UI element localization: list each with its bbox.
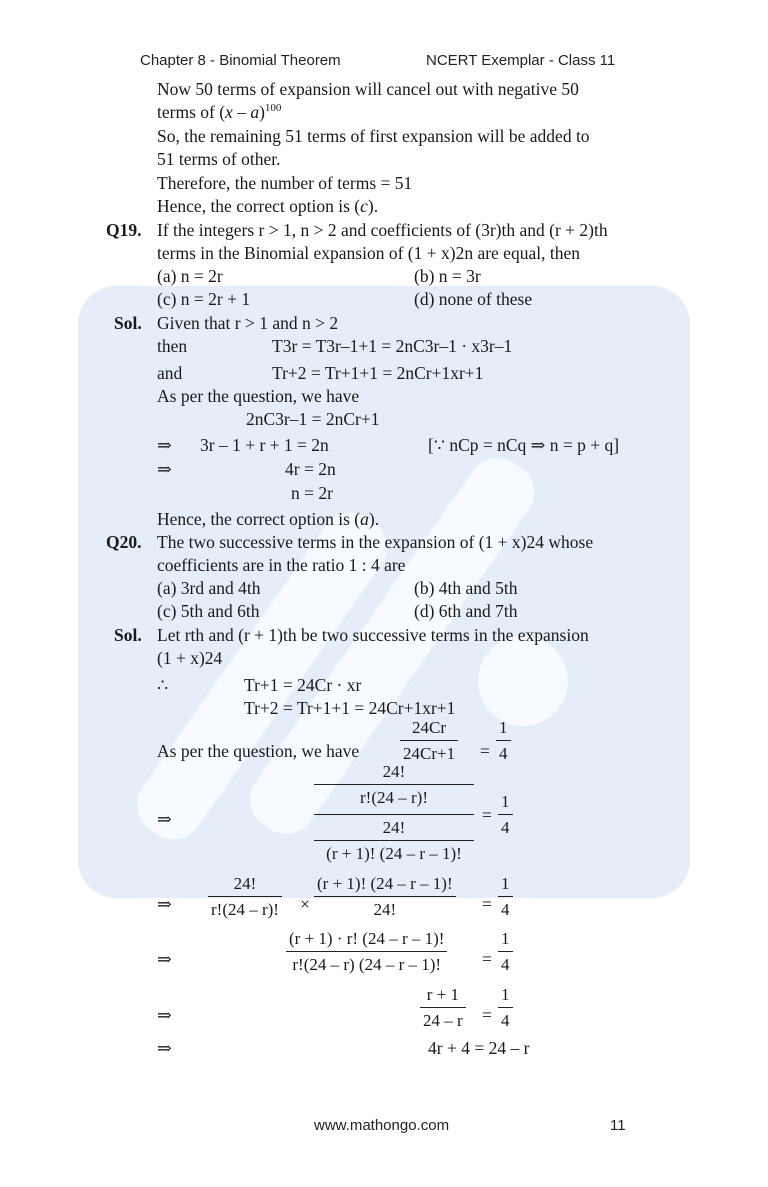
fraction: $\frac{1}{4}$ — [498, 985, 513, 1031]
equals-sign: = — [482, 894, 492, 914]
text-line: terms of (x – a)$^{100}$ — [157, 102, 282, 122]
implies-arrow: ⇒ — [157, 459, 172, 479]
fraction: $\frac{1}{4}$ — [498, 929, 513, 975]
option-b: (b) 4th and 5th — [414, 578, 518, 598]
equals-sign: = — [482, 805, 492, 825]
fraction: $\frac{r + 1}{24 - r}$ — [420, 985, 466, 1031]
equation: Tr+2 = Tr+1+1 = 24Cr+1xr+1 — [244, 698, 456, 718]
book-title: NCERT Exemplar - Class 11 — [426, 52, 616, 69]
fraction: $\frac{24!}{r!(24 - r)!}$ — [208, 874, 282, 920]
option-c: (c) 5th and 6th — [157, 601, 260, 621]
fraction: $\frac{24Cr}{24Cr+1}$ — [400, 718, 458, 764]
question-text: coefficients are in the ratio 1 : 4 are — [157, 555, 406, 575]
answer-line: Hence, the correct option is (a). — [157, 509, 380, 529]
fraction: $\frac{24!}{r!(24 - r)!}$ — [314, 762, 474, 808]
answer-line: Hence, the correct option is (c). — [157, 196, 379, 216]
solution-text: As per the question, we have — [157, 386, 360, 406]
website-link[interactable]: www.mathongo.com — [314, 1117, 450, 1134]
implies-arrow: ⇒ — [157, 1038, 172, 1058]
option-d: (d) 6th and 7th — [414, 601, 518, 621]
solution-text: As per the question, we have — [157, 741, 360, 761]
equation: 4r + 4 = 24 – r — [428, 1038, 530, 1058]
equation: Tr+1 = 24Cr · xr — [244, 675, 362, 695]
equation: Tr+2 = Tr+1+1 = 2nCr+1xr+1 — [272, 363, 484, 383]
fraction: $\frac{(r + 1)! (24 - r - 1)!}{24!}$ — [314, 874, 456, 920]
chapter-title: Chapter 8 - Binomial Theorem — [140, 52, 341, 69]
option-c: (c) n = 2r + 1 — [157, 289, 251, 309]
fraction: $\frac{1}{4}$ — [498, 874, 513, 920]
fraction: $\frac{1}{4}$ — [498, 792, 513, 838]
equation: 3r – 1 + r + 1 = 2n — [200, 435, 329, 455]
times-sign: × — [300, 894, 310, 914]
option-a: (a) n = 2r — [157, 266, 223, 286]
fraction: $\frac{(r + 1) \cdot r! (24 - r - 1)!}{r!(24 - r) (24 - r - 1)!}$ — [286, 929, 447, 975]
fraction: $\frac{1}{4}$ — [496, 718, 511, 764]
equation: 4r = 2n — [285, 459, 336, 479]
equation: 2nC3r–1 = 2nCr+1 — [246, 409, 380, 429]
implies-arrow: ⇒ — [157, 435, 172, 455]
equals-sign: = — [480, 741, 490, 761]
fraction: $\frac{24!}{(r + 1)! (24 - r - 1)!}$ — [314, 818, 474, 864]
page-number: 11 — [610, 1117, 626, 1134]
solution-text: Let rth and (r + 1)th be two successive terms in the expansion — [157, 625, 589, 645]
question-text: The two successive terms in the expansion of (1 + x)24 whose — [157, 532, 594, 552]
question-text: If the integers r > 1, n > 2 and coefficients of (3r)th and (r + 2)th — [157, 220, 608, 240]
equals-sign: = — [482, 949, 492, 969]
therefore-symbol: ∴ — [157, 675, 169, 695]
fraction-bar — [314, 814, 474, 815]
solution-label: Sol. — [114, 313, 142, 333]
equation: T3r = T3r–1+1 = 2nC3r–1 · x3r–1 — [272, 336, 513, 356]
option-a: (a) 3rd and 4th — [157, 578, 261, 598]
solution-text: and — [157, 363, 183, 383]
solution-text: Given that r > 1 and n > 2 — [157, 313, 339, 333]
implies-arrow: ⇒ — [157, 894, 172, 914]
text-line: Therefore, the number of terms = 51 — [157, 173, 413, 193]
solution-text: then — [157, 336, 188, 356]
text-line: So, the remaining 51 terms of first expansion will be added to — [157, 126, 590, 146]
text-line: Now 50 terms of expansion will cancel out with negative 50 — [157, 79, 579, 99]
solution-label: Sol. — [114, 625, 142, 645]
option-d: (d) none of these — [414, 289, 533, 309]
implies-arrow: ⇒ — [157, 809, 172, 829]
text-line: 51 terms of other. — [157, 149, 281, 169]
reason: [∵ nCp = nCq ⇒ n = p + q] — [428, 435, 620, 455]
solution-text: (1 + x)24 — [157, 648, 223, 668]
equation: n = 2r — [291, 483, 333, 503]
equals-sign: = — [482, 1005, 492, 1025]
implies-arrow: ⇒ — [157, 1005, 172, 1025]
option-b: (b) n = 3r — [414, 266, 481, 286]
question-label: Q20. — [106, 532, 142, 552]
implies-arrow: ⇒ — [157, 949, 172, 969]
question-label: Q19. — [106, 220, 142, 240]
question-text: terms in the Binomial expansion of (1 + x)2n are equal, then — [157, 243, 580, 263]
